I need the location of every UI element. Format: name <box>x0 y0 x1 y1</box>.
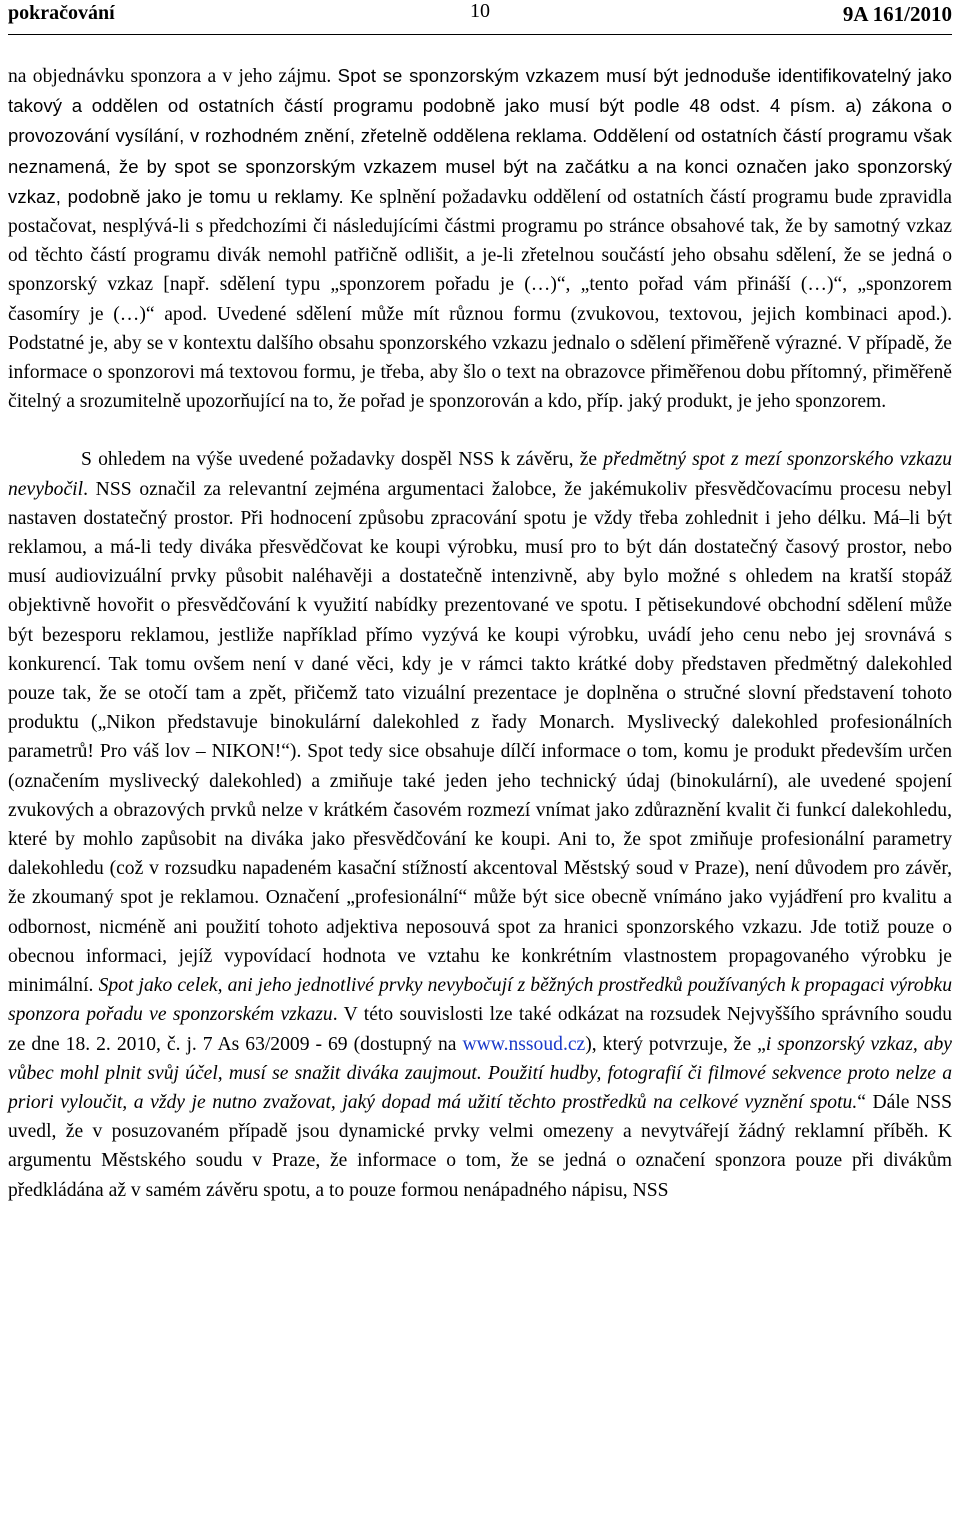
paragraph-nss-conclusion <box>8 445 952 1204</box>
emphasized-text: Spot jako celek, ani jeho jednotlivé prvky nevybočují z běžných prostředků používaných k propagaci výrobku sponzora pořadu ve sponzorském vzkazu <box>8 975 952 1026</box>
page-header <box>8 0 952 35</box>
paragraph-text: Ke splnění požadavku oddělení od ostatních částí programu bude zpravidla postačovat, nesplývá-li s předchozími či následujícími částmi programu po stránce obsahové tak, že by samotný vzkaz od těchto částí programu divák nemohl patřičně odlišit, a je-li zřetelnou součástí jeho obsahu sdělení, že se jedná o sponzorský vzkaz [např. sdělení typu „sponzorem pořadu je (…)“, „tento pořad vám přináší (…)“, „sponzorem časomíry je (…)“ apod. Uvedené sdělení může mít různou formu (zvukovou, textovou, jejich kombinaci apod.). Podstatné je, aby se v kontextu dalšího obsahu sponzorského vzkazu jednalo o sdělení přiměřeně výrazné. V případě, že informace o sponzorovi má textovou formu, je třeba, aby šlo o text na obrazovce přiměřenou dobu přítomný, přiměřeně čitelný a srozumitelně upozorňující na to, že pořad je sponzorován a kdo, příp. jaký produkt, je jeho sponzorem. <box>8 186 952 413</box>
header-continuation-label: pokračování <box>8 2 115 24</box>
quoted-ruling-text: i sponzorský vzkaz, aby vůbec mohl plnit svůj účel, musí se snažit diváka zaujmout. Použití hudby, fotografií či filmové sekvence proto nelze a priori vyloučit, a vždy je nutno zvažovat, jaký dopad má užití těchto prostředků na celkové vyznění spotu. <box>8 1033 952 1113</box>
document-body <box>8 61 952 1205</box>
paragraph-continued <box>8 61 952 416</box>
paragraph-text: . V této souvislosti lze také odkázat na rozsudek Nejvyššího správního soudu ze dne 18. 2. 2010, č. j. 7 As 63/2009 - 69 (dostupný na <box>8 1004 952 1055</box>
paragraph-text-sans: Spot se sponzorským vzkazem musí být jednoduše identifikovatelný jako takový a oddělen od ostatních částí programu podobně jako musí být podle 48 odst. 4 písm. a) zákona o provozování vysílání, v rozhodném znění, zřetelně oddělena reklama. <box>8 65 952 147</box>
case-reference: 9A 161/2010 <box>842 2 952 26</box>
emphasized-text: předmětný spot z mezí sponzorského vzkazu nevybočil <box>8 449 952 500</box>
page-number: 10 <box>470 0 490 22</box>
nssoud-link[interactable]: www.nssoud.cz <box>462 1033 586 1055</box>
paragraph-text: “ Dále NSS uvedl, že v posuzovaném případě jsou dynamické prvky velmi omezeny a nevytvářejí žádný reklamní příběh. K argumentu Městského soudu v Praze, že informace o tom, že se jedná o označení sponzora pouze při divákům předkládána až v samém závěru spotu, a to pouze formou nenápadného nápisu, NSS <box>8 1091 952 1201</box>
paragraph-text: . NSS označil za relevantní zejména argumentaci žalobce, že jakémukoliv přesvědčovacímu procesu nebyl nastaven dostatečný prostor. Při hodnocení způsobu zpracování spotu je vždy třeba zohlednit i jeho délku. Má–li být reklamou, a má-li tedy diváka přesvědčovat ke koupi výrobku, musí pro to být dán dostatečný časový prostor, nebo musí audiovizuální prvky působit naléhavěji a dostatečně intenzivně, aby bylo možné s ohledem na kratší stopáž objektivně hovořit o přesvědčování k využití nabídky prezentované ve spotu. I pětisekundové obchodní sdělení může být bezesporu reklamou, jestliže například přímo vyzývá ke koupi výrobku, uvádí jeho cenu nebo jej srovnává s konkurencí. Tak tomu ovšem není v dané věci, kdy je v rámci takto krátké doby představen předmětný dalekohled pouze tak, že se otočí tam a zpět, přičemž tato vizuální prezentace je doplněna o stručné slovní představení tohoto produktu („Nikon představuje binokulární dalekohled z řady Monarch. Myslivecký dalekohled profesionálních parametrů! Pro váš lov – NIKON!“). Spot tedy sice obsahuje dílčí informace o tom, komu je produkt především určen (označením myslivecký dalekohled) a zmiňuje také jeden jeho technický údaj (binokulární), ale uvedené spojení zvukových a obrazových prvků nelze v krátkém časovém rozmezí vnímat jako zdůraznění kvalit či funkcí dalekohledu, které by mohlo zapůsobit na diváka jako přesvědčování ke koupi. Ani to, že spot zmiňuje profesionální parametry dalekohledu (což v rozsudku napadeném kasační stížností akcentoval Městský soud v Praze), není důvodem pro závěr, že zkoumaný spot je reklamou. Označení „profesionální“ může být sice obecně vnímáno jako vyjádření pro kvalitu a odbornost, nicméně ani použití tohoto adjektiva neposouvá spot za hranici sponzorského vzkazu. Jde totiž pouze o obecnou informaci, jejíž vypovídací hodnota ve vztahu ke konkrétním vlastnostem propagovaného výrobku je minimální. <box>8 478 952 997</box>
paragraph-text: S ohledem na výše uvedené požadavky dospěl NSS k závěru, že <box>81 449 604 471</box>
paragraph-text-sans: Oddělení od ostatních částí programu však neznamená, že by spot se sponzorským vzkazem musel být na začátku a na konci označen jako sponzorský vzkaz, podobně jako je tomu u reklamy. <box>8 125 953 207</box>
paragraph-text: na objednávku sponzora a v jeho zájmu. <box>8 66 338 87</box>
paragraph-text: ), který potvrzuje, že „ <box>585 1033 766 1055</box>
